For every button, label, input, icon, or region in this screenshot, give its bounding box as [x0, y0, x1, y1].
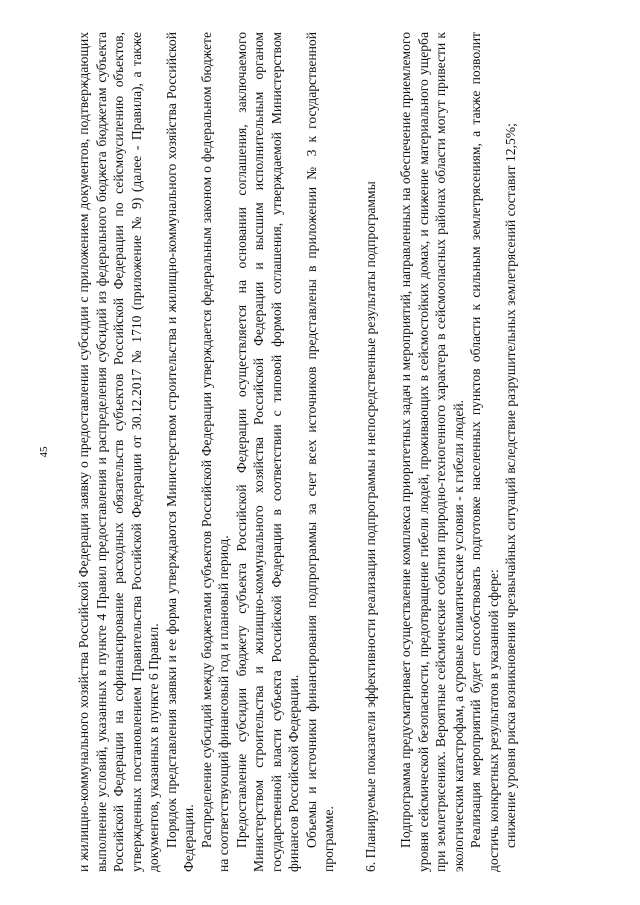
paragraph-subprogram-tasks: Подпрограмма предусматривает осуществление комплекса приоритетных задач и мероприятий, направленных на обеспечение приемлемого уровня сейсмической безопасности, предотвращение гибели людей, проживающих в сейсмостойких домах, и снижение материального ущерба при землетрясениях. Вероятные сейсмические события природно-техногенного характера в сейсмоопасных районах области могут привести к экологическим катастрофам, а суровые климатические условия - к гибели людей.	[398, 32, 466, 872]
paragraph-risk-reduction: снижение уровня риска возникновения чрезвычайных ситуаций вследствие разрушительных землетрясений составит 12,5%;	[503, 123, 518, 848]
paragraph-subsidy-distribution: Распределение субсидий между бюджетами субъектов Российской Федерации утверждается федеральным законом о федеральном бюджете на соответствующий финансовый год и плановый период.	[198, 32, 231, 872]
page-number: 45	[38, 446, 50, 458]
paragraph-application-procedure: Порядок представления заявки и ее форма утверждаются Министерством строительства и жилищно-коммунального хозяйства Российской Федерации.	[163, 32, 196, 872]
paragraph-expected-results: Реализация мероприятий будет способствовать подготовке населенных пунктов области к сильным землетрясениям, а также позволит достичь конкретных результатов в указанной сфере:	[468, 32, 501, 872]
paragraph-subsidy-application: и жилищно-коммунального хозяйства Российской Федерации заявку о предоставлении субсидии с приложением документов, подтверждающих выполнение условий, указанных в пункте 4 Правил предоставления и распределения субсидий из федерального бюджета бюджетам субъекта Российской Федерации на софинансирование расходных обязательств субъектов Российской Федерации по сейсмоусилению объектов, утвержденных постановлением Правительства Российской Федерации от 30.12.2017 № 1710 (приложение № 9) (далее - Правила), а также документов, указанных в пункте 6 Правил.	[76, 32, 161, 872]
paragraph-subsidy-agreement: Предоставление субсидии бюджету субъекта Российской Федерации осуществляется на основании соглашения, заключаемого Министерством строительства и жилищно-коммунального хозяйства Российской Федерации и высшим исполнительным органом государственной власти субъекта Российской Федерации в соответствии с типовой формой соглашения, утверждаемой Министерством финансов Российской Федерации.	[233, 32, 301, 872]
paragraph-financing-volumes: Объемы и источники финансирования подпрограммы за счет всех источников представлены в приложении № 3 к государственной программе.	[303, 32, 336, 872]
document-body	[75, 32, 565, 872]
section-heading: 6. Планируемые показатели эффективности реализации подпрограммы и непосредственные результаты подпрограммы	[362, 181, 378, 872]
